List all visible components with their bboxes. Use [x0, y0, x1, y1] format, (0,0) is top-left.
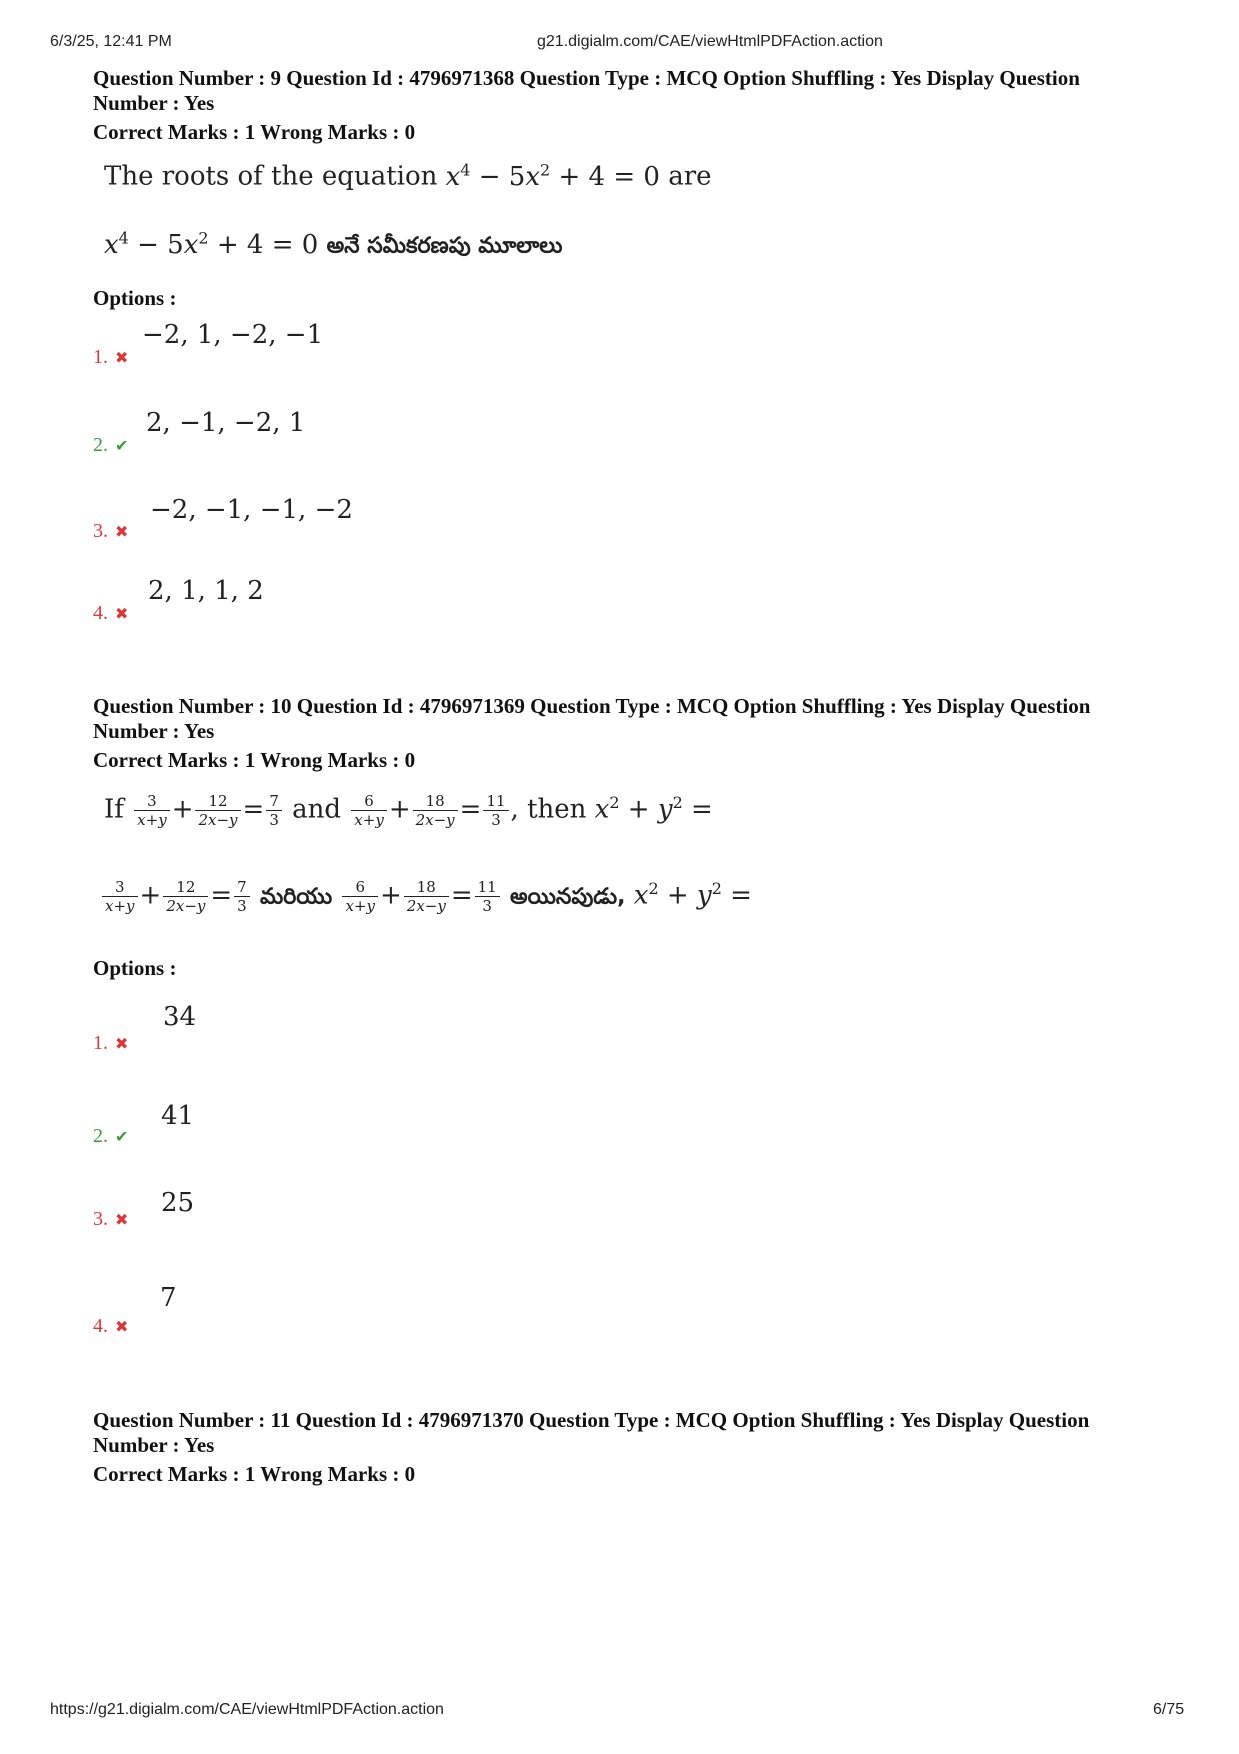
question-10-options-label: Options : [93, 956, 177, 980]
question-10-en-if: If [104, 794, 124, 825]
question-9-text-te [104, 228, 563, 264]
question-10-option-1-number: 1. ✖ [93, 1032, 129, 1054]
cross-icon: ✖ [115, 604, 129, 623]
question-11-header-line2: Number : Yes [93, 1433, 215, 1457]
question-10-header-line2: Number : Yes [93, 719, 215, 743]
question-10-option-3-number: 3. ✖ [93, 1208, 129, 1230]
question-9-option-1-value: −2, 1, −2, −1 [142, 320, 324, 350]
question-10-marks: Correct Marks : 1 Wrong Marks : 0 [93, 748, 416, 772]
question-11-marks: Correct Marks : 1 Wrong Marks : 0 [93, 1462, 416, 1486]
question-9-marks: Correct Marks : 1 Wrong Marks : 0 [93, 120, 416, 144]
question-9-en-prefix: The roots of the equation [104, 161, 438, 192]
check-icon: ✔ [115, 436, 129, 455]
question-9-header [93, 66, 1153, 145]
question-9-option-2-value: 2, −1, −2, 1 [146, 408, 306, 438]
question-10-option-4-number: 4. ✖ [93, 1315, 129, 1337]
cross-icon: ✖ [115, 348, 129, 367]
footer-url: https://g21.digialm.com/CAE/viewHtmlPDFAction.action [50, 1701, 444, 1718]
question-9-option-2-number: 2. ✔ [93, 434, 129, 456]
question-9-header-line1: Question Number : 9 Question Id : 4796971368 Question Type : MCQ Option Shuffling : Yes Display Question [93, 66, 1080, 90]
question-9-header-line2: Number : Yes [93, 91, 215, 115]
question-9-en-suffix: are [668, 161, 712, 192]
check-icon: ✔ [115, 1127, 129, 1146]
question-9-option-1-number: 1. ✖ [93, 346, 129, 368]
question-9-text-en [104, 160, 712, 192]
print-url: g21.digialm.com/CAE/viewHtmlPDFAction.action [537, 33, 883, 50]
question-10-en-and: and [292, 794, 342, 825]
question-10-option-2-number: 2. ✔ [93, 1125, 129, 1147]
question-11-header-line1: Question Number : 11 Question Id : 4796971370 Question Type : MCQ Option Shuffling : Yes Display Question [93, 1408, 1090, 1432]
question-9-option-4-value: 2, 1, 1, 2 [148, 576, 264, 606]
question-10-option-2-value: 41 [161, 1101, 195, 1131]
question-10-header-line1: Question Number : 10 Question Id : 4796971369 Question Type : MCQ Option Shuffling : Yes Display Question [93, 694, 1091, 718]
question-10-en-then: , then [510, 794, 587, 825]
question-10-text-te: $\frac{3}{x+y}$ + $\frac{12}{2x-y}$ = $\frac{7}{3}$ మరియు $\frac{6}{x+y}$ + $\frac{18}{2x-y}$ = $\frac{11}{3}$ అయినపుడు, $x^2 + y^2$ = [100, 878, 752, 915]
question-9-equation-te: $x^4 - 5x^2 + 4 = 0$ [104, 228, 319, 260]
question-10-option-3-value: 25 [161, 1188, 195, 1218]
question-10-te-and: మరియు [259, 884, 333, 910]
cross-icon: ✖ [115, 1210, 129, 1229]
page-number: 6/75 [1153, 1701, 1185, 1718]
question-10-header [93, 694, 1153, 773]
question-10-option-1-value: 34 [163, 1002, 197, 1032]
cross-icon: ✖ [115, 1034, 129, 1053]
question-9-option-3-number: 3. ✖ [93, 520, 129, 542]
question-9-equation: $x^4 - 5x^2 + 4 = 0$ [445, 160, 660, 192]
question-10-option-4-value: 7 [160, 1283, 177, 1313]
print-datetime: 6/3/25, 12:41 PM [50, 33, 172, 50]
question-9-option-3-value: −2, −1, −1, −2 [150, 495, 353, 525]
question-11-header [93, 1408, 1153, 1487]
question-9-options-label: Options : [93, 286, 177, 310]
question-9-option-4-number: 4. ✖ [93, 602, 129, 624]
question-9-te-text: అనే సమీకరణపు మూలాలు [326, 233, 563, 259]
question-10-text-en: If $\frac{3}{x+y}$ + $\frac{12}{2x-y}$ = $\frac{7}{3}$ and $\frac{6}{x+y}$ + $\frac{18}{2x-y}$ = $\frac{11}{3}$ , then $x^2 + y^2$ = [104, 792, 713, 829]
cross-icon: ✖ [115, 1317, 129, 1336]
cross-icon: ✖ [115, 522, 129, 541]
question-10-te-then: అయినపుడు, [509, 884, 626, 910]
